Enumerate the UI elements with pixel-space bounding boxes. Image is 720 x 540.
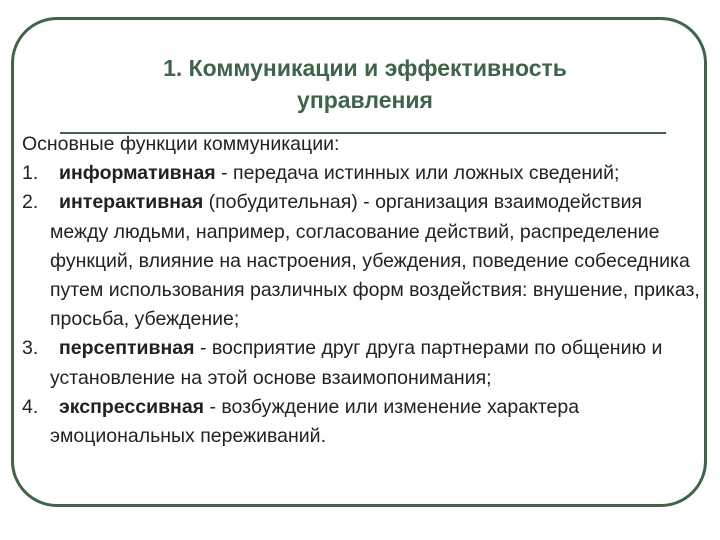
function-term: персептивная: [59, 337, 195, 360]
intro-text: Основные функции коммуникации:: [22, 133, 340, 155]
title-line-1: 1. Коммуникации и эффективность: [163, 55, 567, 81]
function-description: - передача истинных или ложных сведений;: [215, 162, 620, 185]
functions-list: [22, 159, 702, 451]
function-term: интерактивная: [59, 191, 204, 214]
function-number: 4.: [22, 395, 39, 418]
function-number: 2.: [22, 191, 39, 214]
function-number: 3.: [22, 337, 39, 360]
function-term: экспрессивная: [59, 395, 205, 418]
title-line-2: управления: [297, 87, 433, 113]
function-number: 1.: [22, 162, 39, 185]
function-item-perceptive: [22, 334, 702, 392]
function-description: - восприятие друг друга партнерами по общению и установление на этой основе взаимопонимания;: [50, 337, 663, 389]
function-item-informative: [22, 159, 702, 188]
slide-title: [60, 52, 670, 116]
function-description: - возбуждение или изменение характера эмоциональных переживаний.: [50, 395, 580, 448]
function-item-expressive: [22, 393, 702, 451]
function-term: информативная: [59, 162, 216, 185]
function-item-interactive: [22, 188, 702, 334]
function-description: (побудительная) - организация взаимодействия между людьми, например, согласование действий, распределение функций, влияние на настроения, убеждения, поведение собеседника путем использования различных форм воздействия: внушение, приказ, просьба, убеждение;: [50, 191, 700, 331]
slide-body: [22, 130, 702, 451]
